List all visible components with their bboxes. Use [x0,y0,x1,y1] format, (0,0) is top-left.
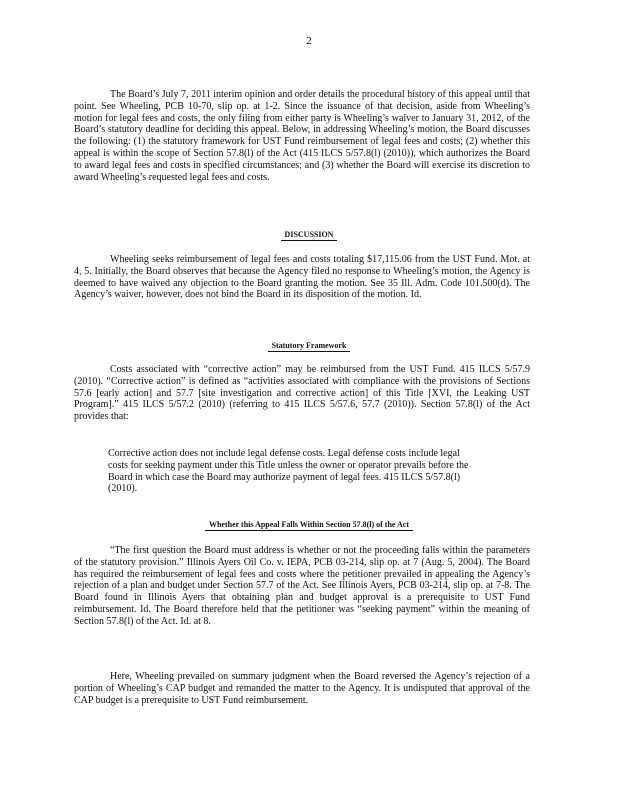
heading-discussion-label: DISCUSSION [281,230,338,241]
heading-statutory-framework-label: Statutory Framework [268,341,351,352]
block-quote-section-57-8: Corrective action does not include legal defense costs. Legal defense costs include legal costs for seeking payment under this Title unless the owner or operator prevails before the Board in which case the Board may authorize payment of legal fees. 415 ILCS 5/57.8(l) (2010). [108,448,469,495]
paragraph-summary-judgment: Here, Wheeling prevailed on summary judgment when the Board reversed the Agency’s rejection of a portion of Wheeling’s CAP budget and remanded the matter to the Agency. It is undisputed that approval of the CAP budget is a prerequisite to UST Fund reimbursement. [74,671,530,706]
heading-whether-appeal [0,519,618,531]
paragraph-statutory-framework: Costs associated with “corrective action” may be reimbursed from the UST Fund. 415 ILCS 5/57.9 (2010). “Corrective action” is defined as “activities associated with compliance with the provisions of Sections 57.6 [early action] and 57.7 [site investigation and corrective action] of this Title [XVI, the Leaking UST Program].” 415 ILCS 5/57.2 (2010) (referring to 415 ILCS 5/57.6, 57.7 (2010)). Section 57.8(l) of the Act provides that: [74,364,530,423]
heading-whether-appeal-label: Whether this Appeal Falls Within Section 57.8(l) of the Act [205,520,413,531]
heading-statutory-framework [0,340,618,352]
heading-discussion [0,229,618,241]
paragraph-reimbursement-request: Wheeling seeks reimbursement of legal fees and costs totaling $17,115.06 from the UST Fund. Mot. at 4, 5. Initially, the Board observes that because the Agency filed no response to Wheeling’s motion, the Agency is deemed to have waived any objection to the Board granting the motion. See 35 Ill. Adm. Code 101.500(d). The Agency’s waiver, however, does not bind the Board in its disposition of the motion. Id. [74,254,530,301]
paragraph-procedural-history: The Board’s July 7, 2011 interim opinion and order details the procedural history of this appeal until that point. See Wheeling, PCB 10-70, slip op. at 1-2. Since the issuance of that decision, aside from Wheeling’s motion for legal fees and costs, the only filing from either party is Wheeling’s waiver to January 31, 2012, of the Board’s statutory deadline for deciding this appeal. Below, in addressing Wheeling’s motion, the Board discusses the following: (1) the statutory framework for UST Fund reimbursement of legal fees and costs; (2) whether this appeal is within the scope of Section 57.8(l) of the Act (415 ILCS 5/57.8(l) (2010)), which authorizes the Board to award legal fees and costs in specified circumstances; and (3) whether the Board will exercise its discretion to award Wheeling’s requested legal fees and costs. [74,89,530,183]
page-number: 2 [306,35,312,47]
paragraph-first-question: “The first question the Board must address is whether or not the proceeding falls within the parameters of the statutory provision.” Illinois Ayers Oil Co. v. IEPA, PCB 03-214, slip op. at 7 (Aug. 5, 2004). The Board has required the reimbursement of legal fees and costs where the petitioner prevailed in appealing the Agency’s rejection of a plan and budget under Section 57.7 of the Act. See Illinois Ayers, PCB 03-214, slip op. at 7-8. The Board found in Illinois Ayers that obtaining plan and budget approval is a prerequisite to UST Fund reimbursement. Id. The Board therefore held that the petitioner was “seeking payment” within the meaning of Section 57.8(l) of the Act. Id. at 8. [74,545,530,627]
